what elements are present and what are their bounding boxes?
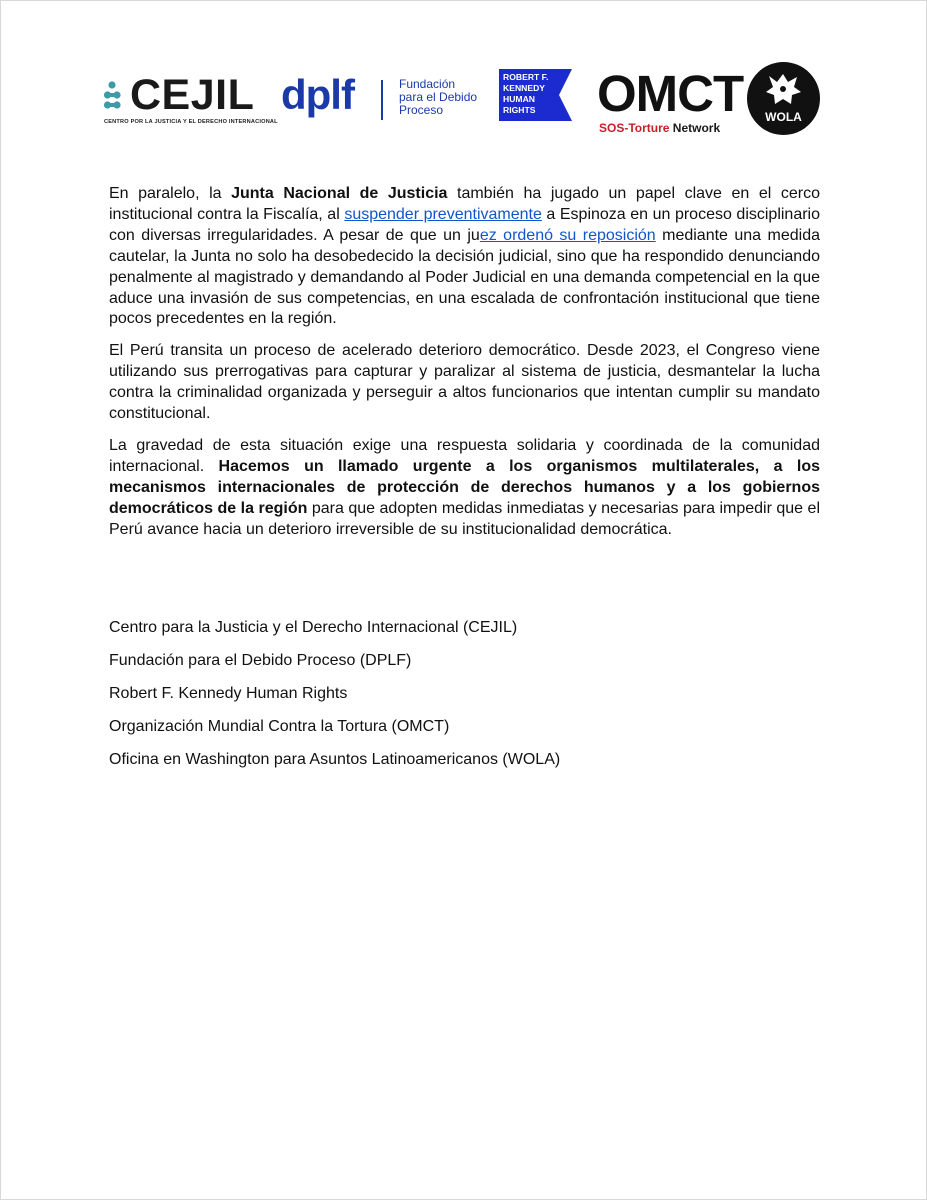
omct-subtitle	[599, 121, 720, 135]
dplf-fullname	[399, 78, 494, 117]
bold-run: Junta Nacional de Justicia	[231, 185, 448, 202]
wola-logo	[747, 62, 820, 135]
dplf-wordmark: dplf	[281, 71, 354, 118]
text-run: En paralelo, la	[109, 185, 232, 202]
rfk-line: ROBERT F.	[503, 72, 549, 82]
logo-header	[0, 0, 927, 150]
cejil-logo	[103, 71, 278, 128]
rfk-logo	[499, 69, 572, 121]
rfk-line: KENNEDY	[503, 83, 546, 93]
statement-body	[109, 184, 820, 552]
text-run: La gravedad de esta situación exige una respuesta solidaria y coordinada de la comunidad internacional.	[109, 436, 820, 475]
rfk-text	[503, 72, 565, 116]
cejil-wordmark: CEJIL	[130, 71, 255, 119]
paragraph-llamado	[109, 436, 820, 541]
signatory: Organización Mundial Contra la Tortura (OMCT)	[109, 718, 450, 735]
dplf-divider	[381, 80, 383, 120]
rfk-line: HUMAN	[503, 94, 535, 104]
omct-wordmark: OMCT	[597, 65, 744, 122]
text-run: a Espinoza en un proceso disciplinario con diversas irregularidades. A pesar de que un ju	[109, 205, 821, 244]
omct-logo	[597, 65, 744, 136]
bold-run: Hacemos un llamado urgente a los organismos multilaterales, a los mecanismos internacionales de protección de derechos humanos y a los gobiernos democráticos de la región	[109, 457, 820, 517]
cejil-subtitle: CENTRO POR LA JUSTICIA Y EL DERECHO INTERNACIONAL	[104, 119, 278, 125]
dplf-line: Fundación	[399, 77, 456, 91]
signatories-list	[109, 618, 820, 783]
link-suspender-preventivamente[interactable]: suspender preventivamente	[344, 205, 542, 223]
signatory: Oficina en Washington para Asuntos Latinoamericanos (WOLA)	[109, 751, 561, 768]
text-run: también ha jugado un papel clave en el cerco institucional contra la Fiscalía, al	[109, 185, 820, 223]
text-run: mediante una medida cautelar, la Junta no solo ha desobedecido la decisión judicial, sino que ha respondido denunciando penalmente al magistrado y demandando al Poder Judicial en una demanda competencial en la que aduce una invasión de sus competencias, en una escalada de confrontación institucional que tiene pocos precedentes en la región.	[109, 226, 820, 328]
signatory: Fundación para el Debido Proceso (DPLF)	[109, 652, 412, 669]
wola-wordmark: WOLA	[765, 110, 802, 124]
omct-sub-dark: Network	[669, 121, 721, 135]
rfk-line: RIGHTS	[503, 105, 536, 115]
signatory: Centro para la Justicia y el Derecho Internacional (CEJIL)	[109, 619, 518, 636]
dplf-logo	[281, 71, 491, 124]
text-run: para que adopten medidas inmediatas y necesarias para impedir que el Perú avance hacia un deterioro irreversible de su institucionalidad democrática.	[109, 499, 821, 538]
signatory: Robert F. Kennedy Human Rights	[109, 685, 348, 702]
paragraph-junta	[109, 184, 820, 330]
omct-sub-red: SOS-Torture	[599, 121, 670, 135]
cejil-mark-icon	[103, 80, 127, 114]
dplf-line: para el Debido	[399, 90, 478, 104]
link-reposicion[interactable]: ez ordenó su reposición	[479, 226, 656, 244]
wola-jaguar-icon	[747, 62, 820, 135]
paragraph-deterioro: El Perú transita un proceso de acelerado deterioro democrático. Desde 2023, el Congreso viene utilizando sus prerrogativas para capturar y paralizar al sistema de justicia, desmantelar la lucha contra la criminalidad organizada y perseguir a altos funcionarios que intentan cumplir su mandato constitucional.	[109, 342, 820, 423]
dplf-line: Proceso	[399, 103, 444, 117]
